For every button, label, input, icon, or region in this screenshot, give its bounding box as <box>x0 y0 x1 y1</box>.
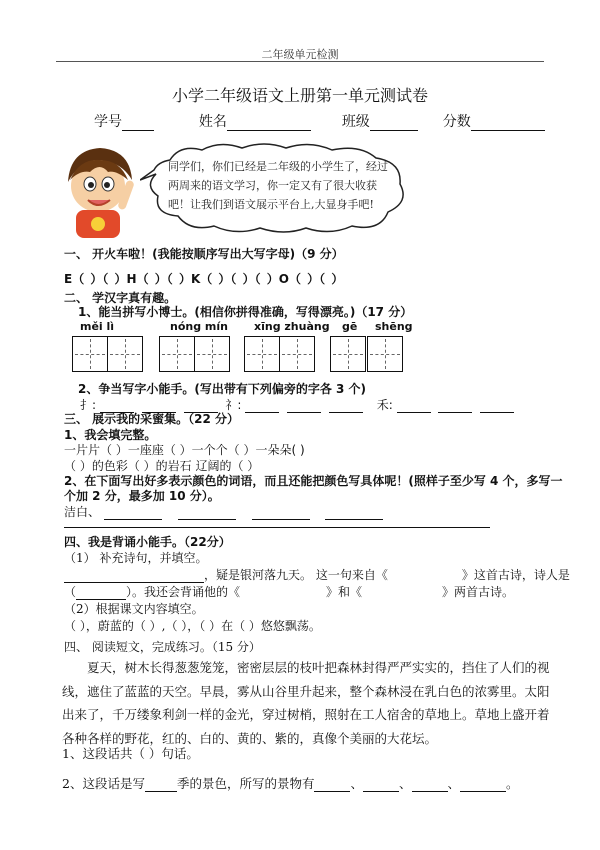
class-label: 班级 <box>341 114 370 130</box>
pinyin-xingzhuang: xīng zhuàng <box>254 320 330 333</box>
writing-box[interactable] <box>367 336 403 372</box>
end-mark: 。 <box>506 776 519 791</box>
pinyin-meili: měi lì <box>80 320 115 333</box>
exam-title: 小学二年级语文上册第一单元测试卷 <box>171 86 428 105</box>
radical-grain: 禾: <box>376 398 393 412</box>
poem-line-2: （ ）。我还会背诵他的《 》和《 》两首古诗。 <box>64 585 515 599</box>
writing-box[interactable] <box>107 336 143 372</box>
radical-hand: 扌: <box>80 398 97 412</box>
reading-q2-text-b: 季的景色，所写的景物有 <box>176 776 315 791</box>
section1-heading: 一、 开火车啦！(我能按顺序写出大写字母)（9 分） <box>64 247 344 261</box>
answer-blank[interactable] <box>412 778 448 792</box>
class-blank[interactable] <box>370 115 418 131</box>
reading-q2 <box>62 774 519 792</box>
writing-box[interactable] <box>159 336 195 372</box>
reading-passage: 夏天，树木长得葱葱笼笼，密密层层的枝叶把森林封得严严实实的，挡住了人们的视线，遮住了蓝蓝的天空。早晨，雾从山谷里升起来，整个森林浸在乳白色的浓雾里。太阳出来了，千万缕象利剑一样的金光，穿过树梢，照射在工人宿舍的草地上。草地上盛开着各种各样的野花，红的、白的、黄的、紫的，真像个美丽的大花坛。 <box>62 660 550 746</box>
score-label: 分数 <box>442 114 471 130</box>
text-fill-line[interactable]: （ ），蔚蓝的（ ）,（ ），（ ）在（ ）悠悠飘荡。 <box>64 619 321 633</box>
student-info-row <box>94 111 545 131</box>
name-blank[interactable] <box>227 115 311 131</box>
answer-blank[interactable] <box>245 399 279 413</box>
section2-q2: 2、争当写字小能手。(写出带有下列偏旁的字各 3 个) <box>78 382 367 396</box>
writing-box[interactable] <box>330 336 366 372</box>
pinyin-nongmin: nóng mín <box>170 320 228 333</box>
section-divider <box>64 527 490 528</box>
poem-text-c: ）。我还会背诵他的《 <box>126 585 241 599</box>
answer-blank[interactable] <box>287 399 321 413</box>
fill-line-2[interactable]: （ ）的色彩（ ）的岩石 辽阔的（ ） <box>64 459 260 473</box>
answer-blank[interactable] <box>363 778 399 792</box>
answer-blank[interactable] <box>178 506 236 520</box>
poem-text-a: ，疑是银河落九天。 这一句来自《 <box>204 568 388 582</box>
section2-q1: 1、能当拼写小博士。(相信你拼得准确，写得漂亮。)（17 分） <box>78 305 413 319</box>
answer-blank[interactable] <box>76 586 126 600</box>
answer-blank[interactable] <box>397 399 431 413</box>
color-example: 洁白、 <box>64 505 101 519</box>
poem-line <box>64 566 570 583</box>
separator: 、 <box>399 776 412 791</box>
poem-text-d: 》和《 <box>326 585 363 599</box>
answer-blank[interactable] <box>314 778 350 792</box>
section3-q2-line1: 2、在下面写出好多表示颜色的词语，而且还能把颜色写具体呢！(照样子至少写 4 个，多写一 <box>64 474 563 488</box>
answer-blank[interactable] <box>329 399 363 413</box>
section3-heading: 三、 展示我的采蜜集。（22 分） <box>64 412 240 426</box>
radical-spirit: 礻: <box>225 398 242 412</box>
section3-q1: 1、我会填完整。 <box>64 428 157 442</box>
answer-blank[interactable] <box>104 506 162 520</box>
reading-q2-text-a: 2、这段话是写 <box>62 776 145 791</box>
intro-message: 同学们，你们已经是二年级的小学生了，经过两周来的语文学习，你一定又有了很大收获吧！让我们到语文展示平台上,大显身手吧! <box>168 160 388 211</box>
poem-text-e: 》两首古诗。 <box>442 585 515 599</box>
header-divider <box>56 61 544 62</box>
alphabet-train-line[interactable]: E（ ）（ ）H（ ）（ ）K（ ）（ ）（ ）O（ ）（ ） <box>64 272 344 286</box>
separator: 、 <box>350 776 363 791</box>
answer-blank[interactable] <box>145 778 177 792</box>
name-label: 姓名 <box>198 114 227 130</box>
answer-blank[interactable] <box>480 399 514 413</box>
section5-heading: 四、 阅读短文，完成练习。（15 分） <box>64 640 261 654</box>
section2-heading: 二、 学汉字真有趣。 <box>64 291 177 305</box>
poem-text-b: 》这首古诗，诗人是 <box>461 568 570 582</box>
section4-heading: 四、我是背诵小能手。（22分） <box>64 535 231 549</box>
section4-sub2: （2）根据课文内容填空。 <box>64 602 204 616</box>
answer-blank[interactable] <box>64 569 204 583</box>
writing-box[interactable] <box>244 336 280 372</box>
writing-box[interactable] <box>194 336 230 372</box>
reading-q1: 1、这段话共（ ）句话。 <box>62 746 199 761</box>
pinyin-sheng: shēng <box>375 320 413 333</box>
score-blank[interactable] <box>471 115 545 131</box>
fill-line-1[interactable]: 一片片（ ）一座座（ ）一个个（ ）一朵朵( ) <box>64 443 305 457</box>
writing-box[interactable] <box>279 336 315 372</box>
color-words-row <box>64 503 383 520</box>
page-header: 二年级单元检测 <box>261 48 339 61</box>
answer-blank[interactable] <box>325 506 383 520</box>
writing-box[interactable] <box>72 336 108 372</box>
separator: 、 <box>447 776 461 791</box>
answer-blank[interactable] <box>460 778 506 792</box>
section4-sub1: （1） 补充诗句，并填空。 <box>64 551 208 565</box>
student-id-label: 学号 <box>94 114 122 130</box>
answer-blank[interactable] <box>252 506 310 520</box>
answer-blank[interactable] <box>438 399 472 413</box>
section3-q2-line2: 个加 2 分，最多加 10 分）。 <box>64 489 220 503</box>
pinyin-ge: gē <box>342 320 358 333</box>
student-id-blank[interactable] <box>122 115 154 131</box>
cartoon-boy-illustration <box>50 140 150 240</box>
